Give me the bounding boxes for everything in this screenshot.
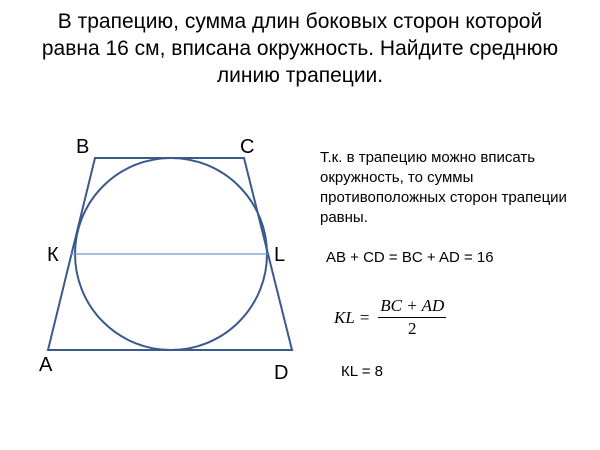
midline-formula	[334, 296, 446, 339]
answer: КL = 8	[341, 363, 383, 380]
explanation-line-3: противоположных сторон трапеции	[320, 189, 567, 206]
sides-equation: AB + CD = BC + AD = 16	[326, 249, 494, 266]
vertex-label-d: D	[274, 362, 289, 384]
solution-explanation	[320, 148, 585, 228]
problem-line-3: линию трапеции.	[216, 64, 384, 87]
vertex-label-b: B	[76, 136, 90, 158]
explanation-line-1: Т.к. в трапецию можно вписать	[320, 149, 536, 166]
vertex-label-a: A	[39, 354, 53, 376]
explanation-line-2: окружность, то суммы	[320, 169, 474, 186]
formula-denominator: 2	[408, 319, 417, 338]
formula-lhs: KL =	[334, 307, 371, 327]
formula-fraction	[378, 296, 446, 339]
formula-numerator: BC + AD	[378, 296, 446, 318]
problem-line-2: равна 16 см, вписана окружность. Найдите среднюю	[41, 37, 559, 60]
vertex-label-c: C	[240, 136, 255, 158]
explanation-line-4: равны.	[320, 209, 368, 226]
problem-line-1: В трапецию, сумма длин боковых сторон которой	[57, 10, 543, 33]
vertex-label-l: L	[274, 244, 286, 266]
vertex-label-k: К	[47, 244, 59, 266]
